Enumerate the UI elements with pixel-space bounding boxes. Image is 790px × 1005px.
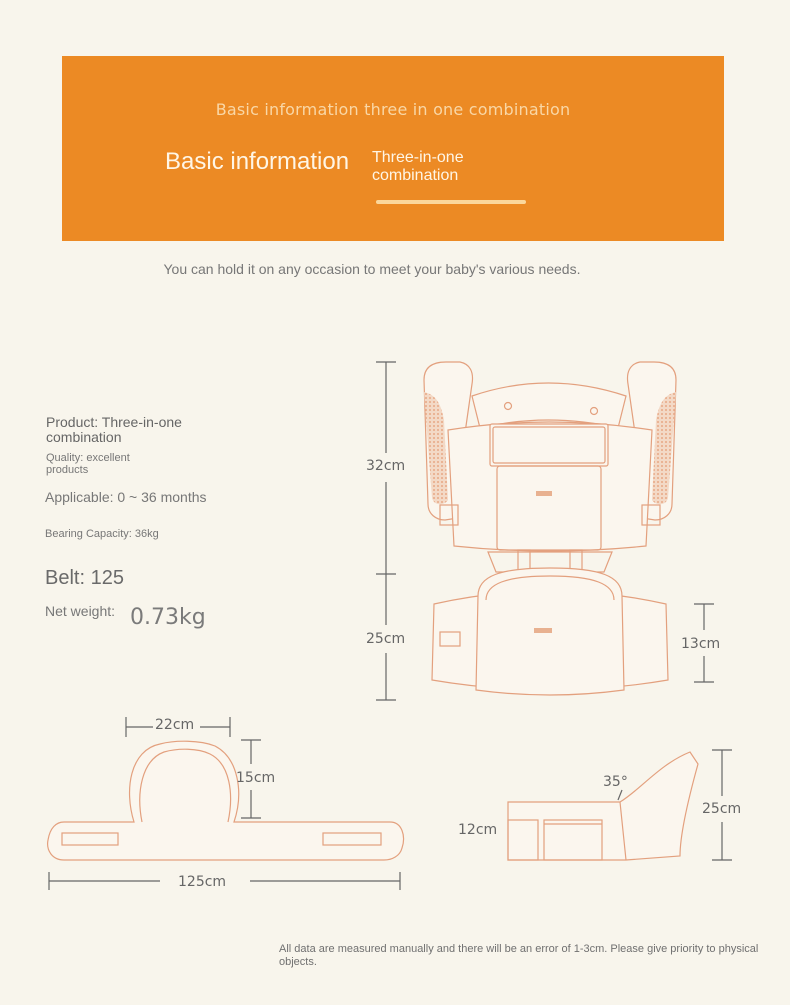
spec-net-weight-label: Net weight: (45, 603, 116, 619)
spec-belt: Belt: 125 (45, 567, 124, 589)
banner-subtitle: Basic information three in one combination (215, 100, 571, 119)
spec-quality: Quality: excellent products (46, 452, 130, 476)
banner-title-side: Three-in-one combination (372, 149, 464, 184)
dim-belt-length: 125cm (178, 874, 227, 890)
spec-net-weight-value: 0.73kg (130, 605, 206, 630)
banner-title: Basic information (165, 148, 350, 175)
dim-belt-pad-height: 15cm (236, 770, 276, 786)
spec-bearing: Bearing Capacity: 36kg (45, 528, 159, 540)
dim-belt-pad-width: 22cm (155, 717, 195, 733)
dim-seat-height: 13cm (681, 636, 721, 652)
measurement-note: All data are measured manually and there will be an error of 1-3cm. Please give priority to physical objects. (279, 943, 759, 968)
spec-applicable: Applicable: 0 ~ 36 months (45, 489, 207, 505)
dim-seat-side-height: 25cm (702, 801, 742, 817)
carrier-front-drawing (424, 362, 676, 695)
dim-seat-angle: 35° (603, 774, 628, 790)
spec-product: Product: Three-in-one combination (46, 414, 182, 445)
dim-seat-front-height: 12cm (458, 822, 498, 838)
intro-text: You can hold it on any occasion to meet your baby's various needs. (163, 261, 581, 277)
belt-drawing (48, 741, 404, 860)
seat-side-drawing (508, 752, 698, 860)
dim-carrier-lower: 25cm (366, 631, 406, 647)
dim-carrier-upper: 32cm (366, 458, 406, 474)
